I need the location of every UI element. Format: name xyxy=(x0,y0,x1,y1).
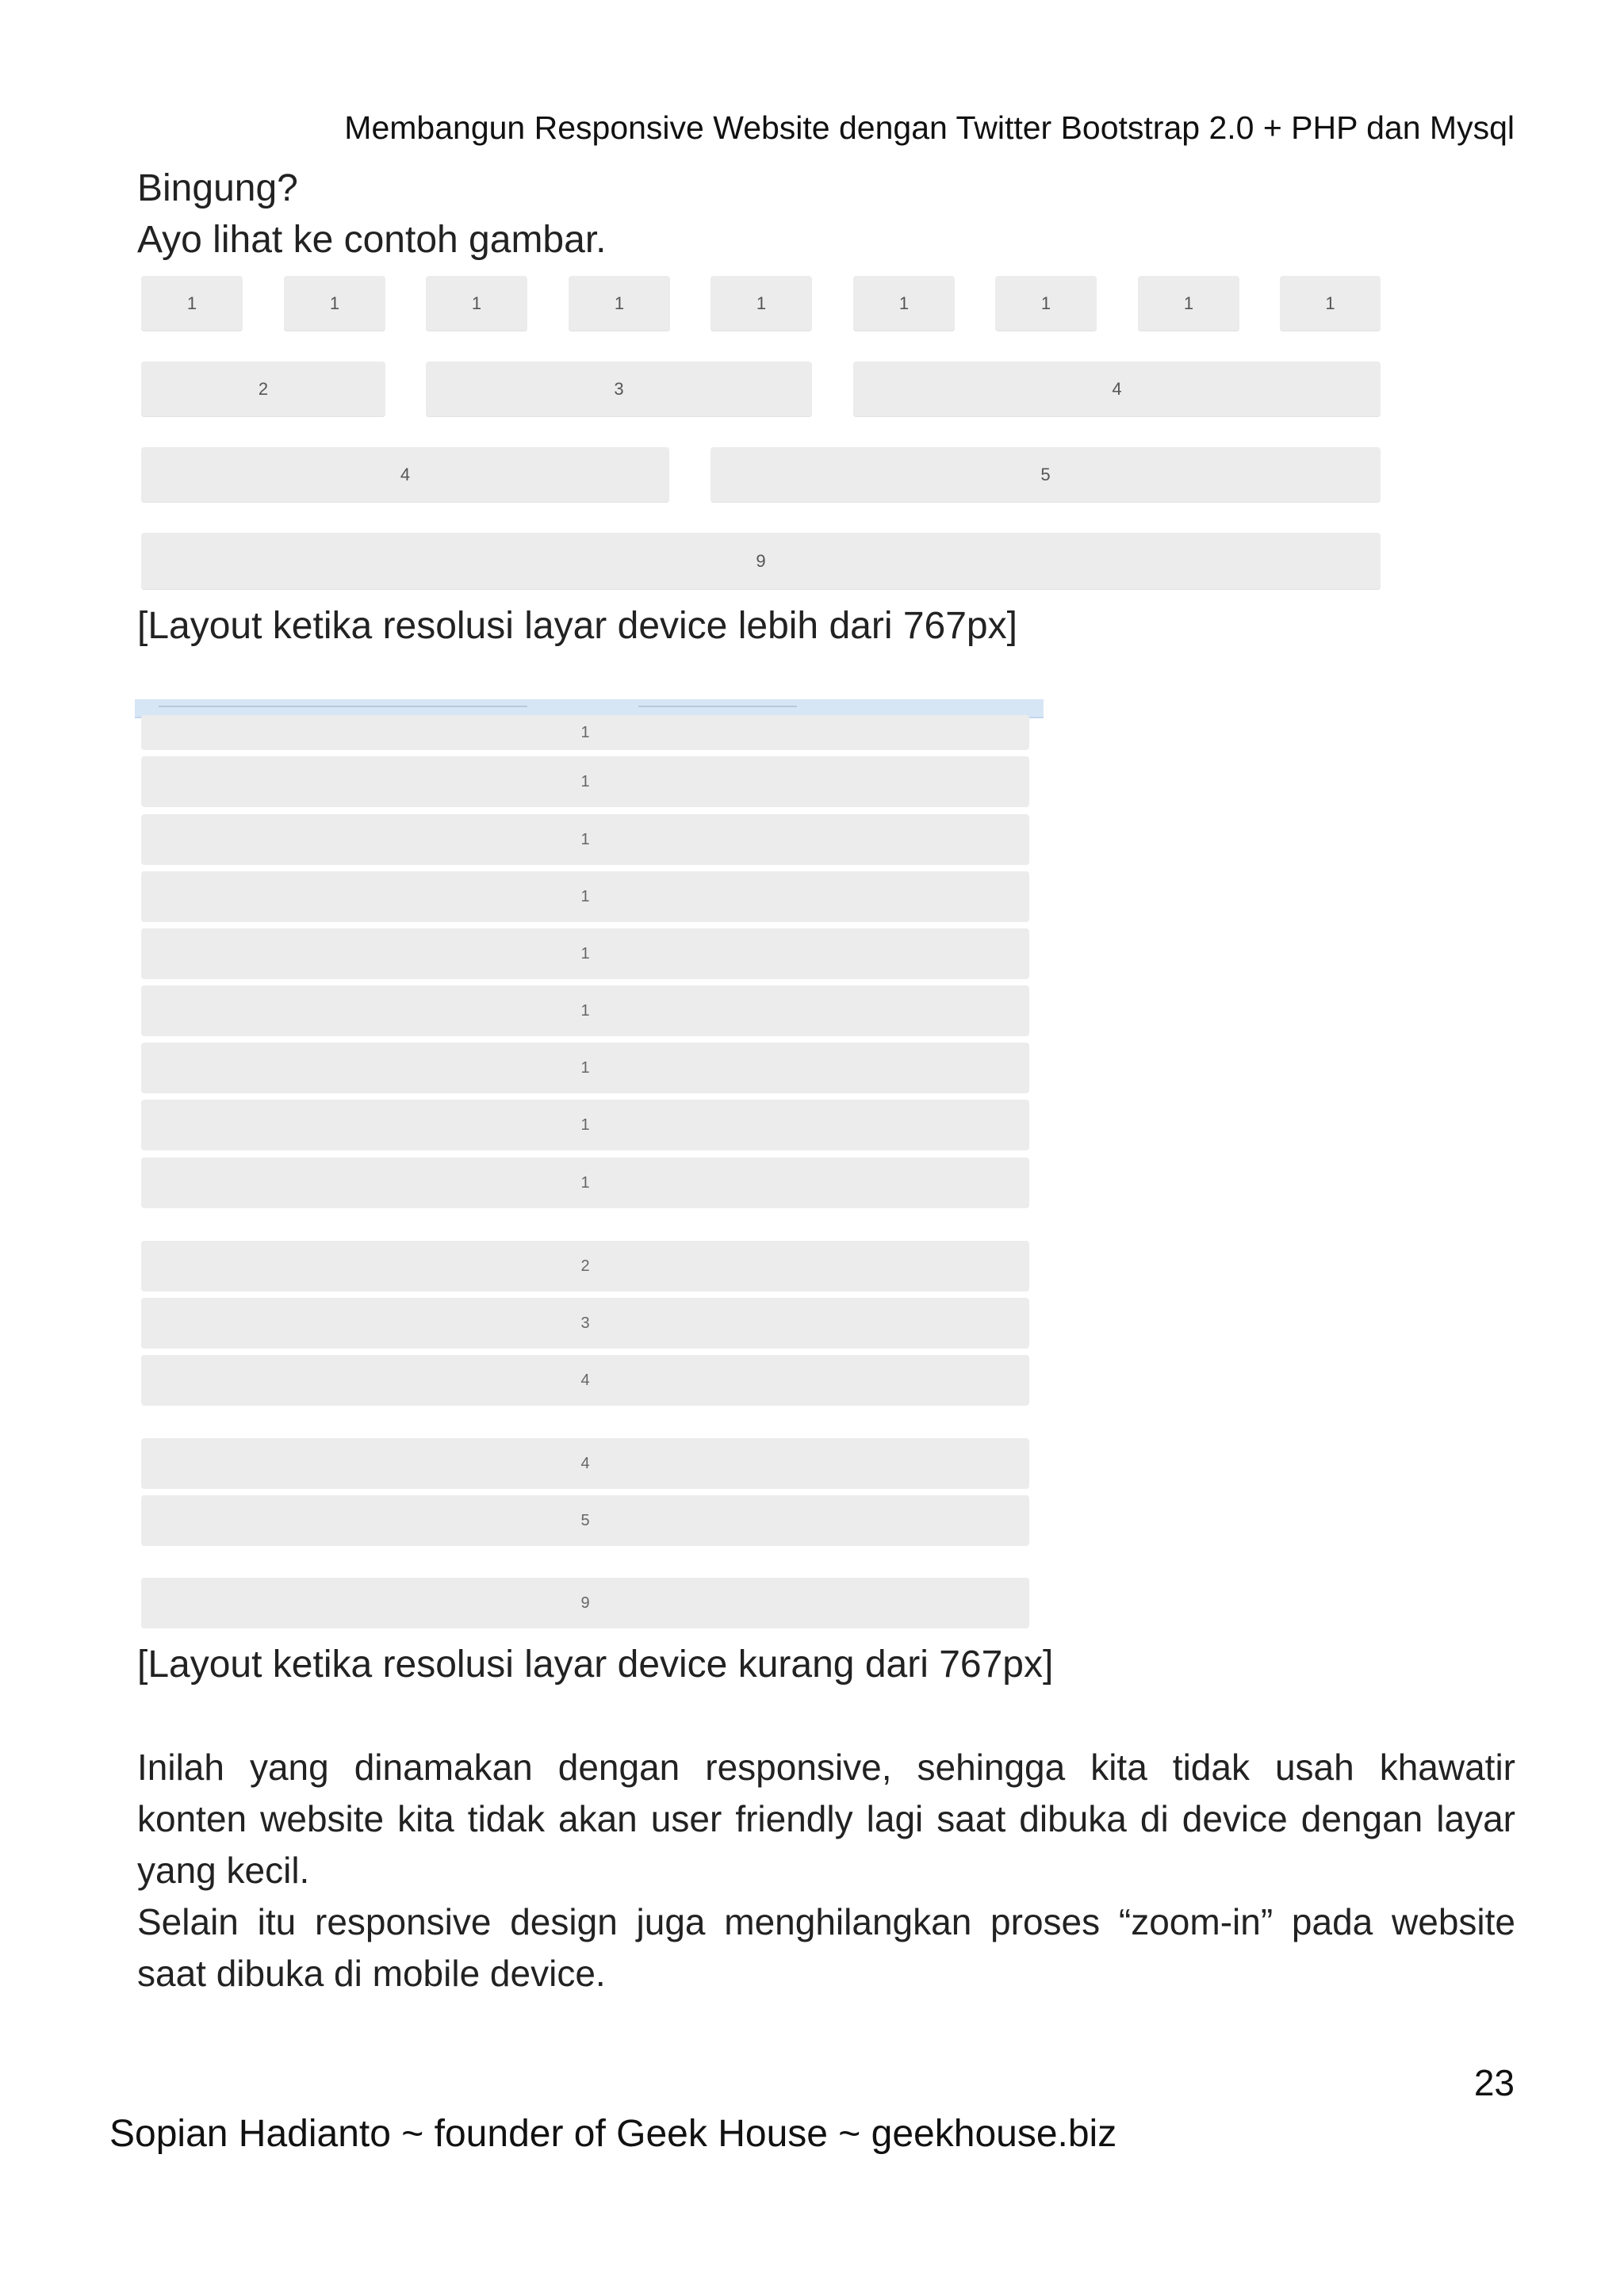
grid-cell: 1 xyxy=(853,276,955,331)
grid-cell: 9 xyxy=(141,533,1381,590)
grid-cell: 1 xyxy=(1138,276,1239,331)
stacked-cell: 5 xyxy=(141,1495,1029,1546)
stacked-cell: 4 xyxy=(141,1355,1029,1406)
paragraph-line: konten website kita tidak akan user friendly lagi saat dibuka di device dengan layar xyxy=(137,1798,1515,1839)
intro-instruction: Ayo lihat ke contoh gambar. xyxy=(137,219,607,261)
stacked-cell: 1 xyxy=(141,871,1029,922)
stacked-cell: 1 xyxy=(141,1100,1029,1150)
grid-cell: 4 xyxy=(853,362,1381,417)
browser-tab-shape xyxy=(159,699,527,707)
paragraph-line: Selain itu responsive design juga menghilangkan proses “zoom-in” pada website xyxy=(137,1901,1515,1942)
grid-cell: 1 xyxy=(1280,276,1381,331)
page-number: 23 xyxy=(1473,2062,1515,2103)
paragraph-line: yang kecil. xyxy=(137,1850,310,1891)
grid-cell: 5 xyxy=(710,447,1381,503)
stacked-cell: 1 xyxy=(141,1043,1029,1093)
paragraph-line: saat dibuka di mobile device. xyxy=(137,1953,606,1994)
stacked-cell: 1 xyxy=(141,715,1029,750)
stacked-cell: 1 xyxy=(141,928,1029,979)
stacked-cell: 4 xyxy=(141,1438,1029,1489)
grid-cell: 1 xyxy=(141,276,243,331)
stacked-cell: 1 xyxy=(141,756,1029,807)
page-footer: Sopian Hadianto ~ founder of Geek House ~ geekhouse.biz xyxy=(109,2113,1117,2155)
grid-cell: 4 xyxy=(141,447,669,503)
desktop-layout-figure xyxy=(141,276,1381,591)
grid-cell: 1 xyxy=(995,276,1097,331)
stacked-cell: 1 xyxy=(141,1158,1029,1208)
grid-cell: 1 xyxy=(284,276,385,331)
browser-tab-shape xyxy=(638,699,797,707)
grid-cell: 1 xyxy=(426,276,527,331)
stacked-cell: 1 xyxy=(141,814,1029,865)
figure-desktop-caption: [Layout ketika resolusi layar device lebih dari 767px] xyxy=(137,605,1017,647)
paragraph-line: Inilah yang dinamakan dengan responsive, sehingga kita tidak usah khawatir xyxy=(137,1747,1515,1788)
body-paragraph-1 xyxy=(137,1742,1515,1896)
grid-cell: 3 xyxy=(426,362,812,417)
running-header: Membangun Responsive Website dengan Twitter Bootstrap 2.0 + PHP dan Mysql xyxy=(344,109,1515,146)
mobile-layout-figure xyxy=(135,699,1044,1628)
grid-cell: 1 xyxy=(710,276,812,331)
intro-question: Bingung? xyxy=(137,167,298,209)
stacked-cell: 3 xyxy=(141,1298,1029,1349)
stacked-cell: 9 xyxy=(141,1578,1029,1628)
stacked-cell: 1 xyxy=(141,985,1029,1036)
figure-mobile-caption: [Layout ketika resolusi layar device kurang dari 767px] xyxy=(137,1644,1054,1686)
body-paragraph-2 xyxy=(137,1896,1515,1999)
stacked-cell: 2 xyxy=(141,1241,1029,1292)
grid-cell: 1 xyxy=(569,276,670,331)
grid-cell: 2 xyxy=(141,362,385,417)
